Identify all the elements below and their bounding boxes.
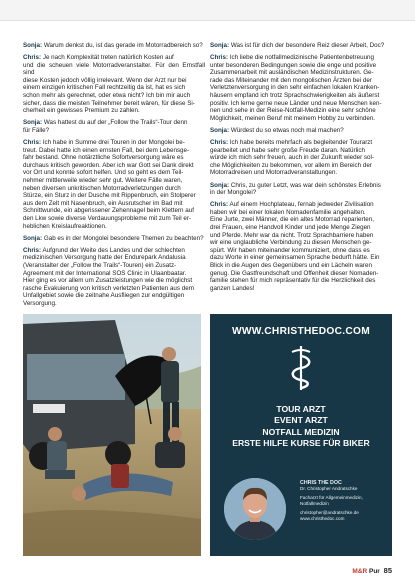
speaker-label: Sonja: bbox=[210, 126, 230, 134]
speaker-label: Chris: bbox=[210, 54, 229, 62]
paragraph-line: Eine Jurte, zwei Männer, die ein altes Motorrad reparierten, bbox=[210, 216, 374, 224]
paragraph-line: Hier ging es vor allem um Zusatzleistungen wie die möglichst bbox=[23, 277, 193, 285]
interview-paragraph bbox=[23, 247, 205, 308]
paragraph-line: für Fälle? bbox=[23, 126, 50, 134]
speaker-label: Sonja: bbox=[210, 181, 230, 189]
paragraph-line: fahr bestand. Ohne notärztliche Sofortversorgung wäre es bbox=[23, 154, 184, 162]
interview-paragraph bbox=[210, 42, 392, 50]
paragraph-line: häusern empfand ich trotz Sprachschwierigkeiten als äußerst bbox=[210, 92, 380, 100]
ad-website-url[interactable]: WWW.CHRISTHEDOC.COM bbox=[231, 326, 371, 337]
paragraph-line: Gab es in der Mongolei besondere Themen zu beachten? bbox=[43, 234, 204, 242]
paragraph-line: würde ich mich sehr freuen, auch in der Zukunft wieder sol- bbox=[210, 154, 374, 162]
paragraph-line: drei Frauen, eine Handvoll Kinder und jede Menge Ziegen bbox=[210, 223, 371, 231]
paragraph-line: neben diversen unkritischen Motorradverletzungen durch bbox=[23, 184, 181, 192]
previous-page-edge bbox=[0, 0, 415, 21]
paragraph-line: wir eine unglaubliche Verbindung zu diesen Menschen ge- bbox=[210, 239, 372, 247]
paragraph-line: Verletztenversorgung in den sehr einfachen lokalen Kranken- bbox=[210, 84, 380, 92]
interview-paragraph bbox=[23, 54, 205, 115]
speaker-label: Chris: bbox=[23, 246, 42, 254]
paragraph-line: Was ist für dich der besondere Reiz dieser Arbeit, Doc? bbox=[230, 42, 385, 49]
page-number: 85 bbox=[383, 566, 392, 575]
paragraph-line: und die scheuen viele Motorradveranstalter. Für den Ernstfall sind bbox=[23, 61, 205, 77]
interview-column-right bbox=[210, 42, 392, 297]
speaker-label: Chris: bbox=[23, 54, 42, 62]
paragraph-line: nen und sehe in der Reise-Notfall-Medizin eine sehr schöne bbox=[210, 107, 376, 115]
ad-services-list bbox=[210, 404, 392, 450]
interview-paragraph bbox=[23, 42, 205, 50]
paragraph-line: unter besonderen Bedingungen sowie die enge und positive bbox=[210, 61, 377, 69]
paragraph-line: dazu Worte in einer gemeinsamen Sprache bedurft hätte. Ein bbox=[210, 254, 380, 262]
specialty-line: Notfallmedizin bbox=[300, 501, 329, 507]
speaker-label: Sonja: bbox=[23, 119, 43, 127]
paragraph-line: spürt. Wir haben miteinander kommuniziert, ohne dass es bbox=[210, 246, 370, 254]
paragraph-line: Versorgung. bbox=[23, 299, 57, 307]
paragraph-line: Unfallgebiet sowie die zeitnahe Ausfliegen zur endgültigen bbox=[23, 292, 185, 300]
interview-paragraph bbox=[210, 127, 392, 135]
paragraph-line: Ich habe bereits mehrfach als begleitender Tourarzt bbox=[229, 139, 373, 147]
interview-column-left bbox=[23, 42, 205, 312]
interview-paragraph bbox=[210, 139, 392, 177]
paragraph-line: Zusammenarbeit mit ausländischen Medizinstrukturen. Ge- bbox=[210, 69, 374, 77]
contact-title: CHRIS THE DOC bbox=[300, 480, 342, 486]
paragraph-line: Je nach Komplexität treten natürlich Kosten auf bbox=[42, 54, 174, 62]
paragraph-line: positiv. Ich lerne gerne neue Länder und neue Menschen ken- bbox=[210, 99, 382, 107]
paragraph-line: cherheit ein gewisses Premium zu zahlen. bbox=[23, 107, 140, 115]
interview-paragraph bbox=[210, 201, 392, 292]
paragraph-line: ganzen Landes! bbox=[210, 284, 255, 292]
contact-name: Dr. Christopher Andratschke bbox=[300, 486, 358, 492]
service-item: ERSTE HILFE KURSE FÜR BIKER bbox=[232, 438, 370, 449]
paragraph-line: Chris, zu guter Letzt, was war dein schönstes Erlebnis bbox=[230, 181, 381, 189]
paragraph-line: gearbeitet und habe sehr große Freude daran. Natürlich bbox=[210, 146, 365, 154]
paragraph-line: haben wir bei einer lokalen Nomadenfamilie angehalten. bbox=[210, 208, 366, 216]
magazine-brand: M&R bbox=[352, 568, 368, 575]
paragraph-line: diese Kosten jedoch völlig irrelevant. Wenn der Arzt nur bei bbox=[23, 76, 187, 84]
interview-paragraph bbox=[210, 182, 392, 197]
paragraph-line: sicher, dass die meisten Teilnehmer bereit wären, für diese Si- bbox=[23, 99, 195, 107]
speaker-label: Chris: bbox=[210, 201, 229, 209]
interview-paragraph bbox=[210, 54, 392, 122]
paragraph-line: Aufgrund der Weite des Landes und der schlechten bbox=[42, 246, 185, 254]
paragraph-line: Möglichkeit, meinen Beruf mit meinem Hobby zu verbinden. bbox=[210, 114, 376, 122]
service-item: NOTFALL MEDIZIN bbox=[262, 426, 340, 437]
doctor-contact-info bbox=[300, 480, 388, 523]
paragraph-line: den Lkw sowie diverse Verdauungsprobleme mit zum Teil er- bbox=[23, 214, 192, 222]
paragraph-line: Schnittwunde, ein abgerissener Zehennagel beim Klettern auf bbox=[23, 207, 194, 215]
contact-email-link[interactable]: christopher@andratschke.de bbox=[300, 510, 359, 516]
paragraph-line: genug. Die Gastfreundschaft und Offenheit dieser Nomaden- bbox=[210, 269, 379, 277]
speaker-label: Sonja: bbox=[210, 42, 230, 49]
paragraph-line: nehmer mittlerweile wieder sehr gut. Weitere Fälle waren, bbox=[23, 177, 183, 184]
specialty-line: Facharzt für Allgemeinmedizin, bbox=[300, 495, 363, 501]
paragraph-line: treut. Dabei hatte ich einen ernsten Fall, bei dem Lebensge- bbox=[23, 146, 190, 154]
paragraph-line: Motorradreisen und Motorradveranstaltungen. bbox=[210, 169, 338, 177]
service-item: TOUR ARZT bbox=[276, 404, 326, 414]
service-item: EVENT ARZT bbox=[274, 415, 328, 426]
paragraph-line: che Möglichkeiten zu bekommen, vor allem im Bereich der bbox=[210, 161, 372, 169]
paragraph-line: in der Mongolei? bbox=[210, 189, 257, 197]
paragraph-line: Agreement mit der International SOS Clinic in Ulaanbaatar. bbox=[23, 269, 187, 277]
tour-photo-illustration bbox=[23, 314, 201, 556]
speaker-label: Sonja: bbox=[23, 42, 43, 49]
paragraph-line: Ich habe in Summe drei Touren in der Mongolei be- bbox=[42, 139, 185, 147]
paragraph-line: Auf einem Hochplateau, fernab jedweder Zivilisation bbox=[229, 201, 374, 209]
paragraph-line: durchaus kritisch geworden. Aber ich war Gott sei Dank direkt bbox=[23, 161, 194, 169]
paragraph-line: Blick in die Augen des Gegenübers und ein Lächeln waren bbox=[210, 261, 372, 269]
christhedoc-advertisement bbox=[210, 314, 392, 556]
speaker-label: Chris: bbox=[210, 139, 229, 147]
paragraph-line: (Veranstalter der „Follow the Trails“-Touren) ein Zusatz- bbox=[23, 261, 177, 269]
paragraph-line: rasche Evakuierung von kritisch verletzten Patienten aus dem bbox=[23, 284, 194, 292]
caduceus-logo-icon bbox=[286, 344, 316, 392]
page-footer bbox=[352, 566, 392, 575]
paragraph-line: Stürze, ein Sturz in der Dusche mit Rippenbruch, ein Stolperer bbox=[23, 192, 196, 200]
paragraph-line: Ich liebe die notfallmedizinische Patientenbetreuung bbox=[229, 54, 375, 62]
interview-paragraph bbox=[23, 119, 205, 134]
paragraph-line: und Pferde. Mehr war da nicht. Trotz Sprachbarriere haben bbox=[210, 231, 374, 239]
paragraph-line: aus dem Zelt mit Nasenbruch, ein Ausrutscher im Bad mit bbox=[23, 199, 183, 207]
speaker-label: Sonja: bbox=[23, 234, 43, 242]
paragraph-line: vor Ort und konnte sofort helfen. Und so geht es dem Teil- bbox=[23, 169, 184, 177]
interview-paragraph bbox=[23, 235, 205, 243]
doctor-portrait bbox=[224, 478, 286, 540]
interview-paragraph bbox=[23, 139, 205, 230]
paragraph-line: Warum denkst du, ist das gerade im Motorradbereich so? bbox=[43, 42, 203, 49]
magazine-issue: Pur bbox=[369, 568, 380, 575]
paragraph-line: Was hattest du auf der „Follow the Trails“-Tour denn bbox=[43, 119, 188, 127]
paragraph-line: einem einzigen kritischen Fall rechtzeitig da ist, hat es sich bbox=[23, 84, 186, 92]
paragraph-line: familie stehen für mich repräsentativ für die Herzlichkeit des bbox=[210, 277, 376, 285]
paragraph-line: Würdest du so etwas noch mal machen? bbox=[230, 126, 344, 134]
contact-website-link[interactable]: www.christhedoc.com bbox=[300, 516, 345, 522]
speaker-label: Chris: bbox=[23, 139, 42, 147]
paragraph-line: rade das Miteinander mit den mongolischen Ärzten bei der bbox=[210, 76, 372, 84]
paragraph-line: schon mehr als gerechnet, oder etwa nicht? Ich bin mir auch bbox=[23, 92, 191, 100]
paragraph-line: heblichen Kreislaufreaktionen. bbox=[23, 222, 107, 230]
tour-photo bbox=[23, 314, 201, 556]
paragraph-line: medizinischen Versorgung hatte der Endurepark Andalusia bbox=[23, 254, 186, 262]
